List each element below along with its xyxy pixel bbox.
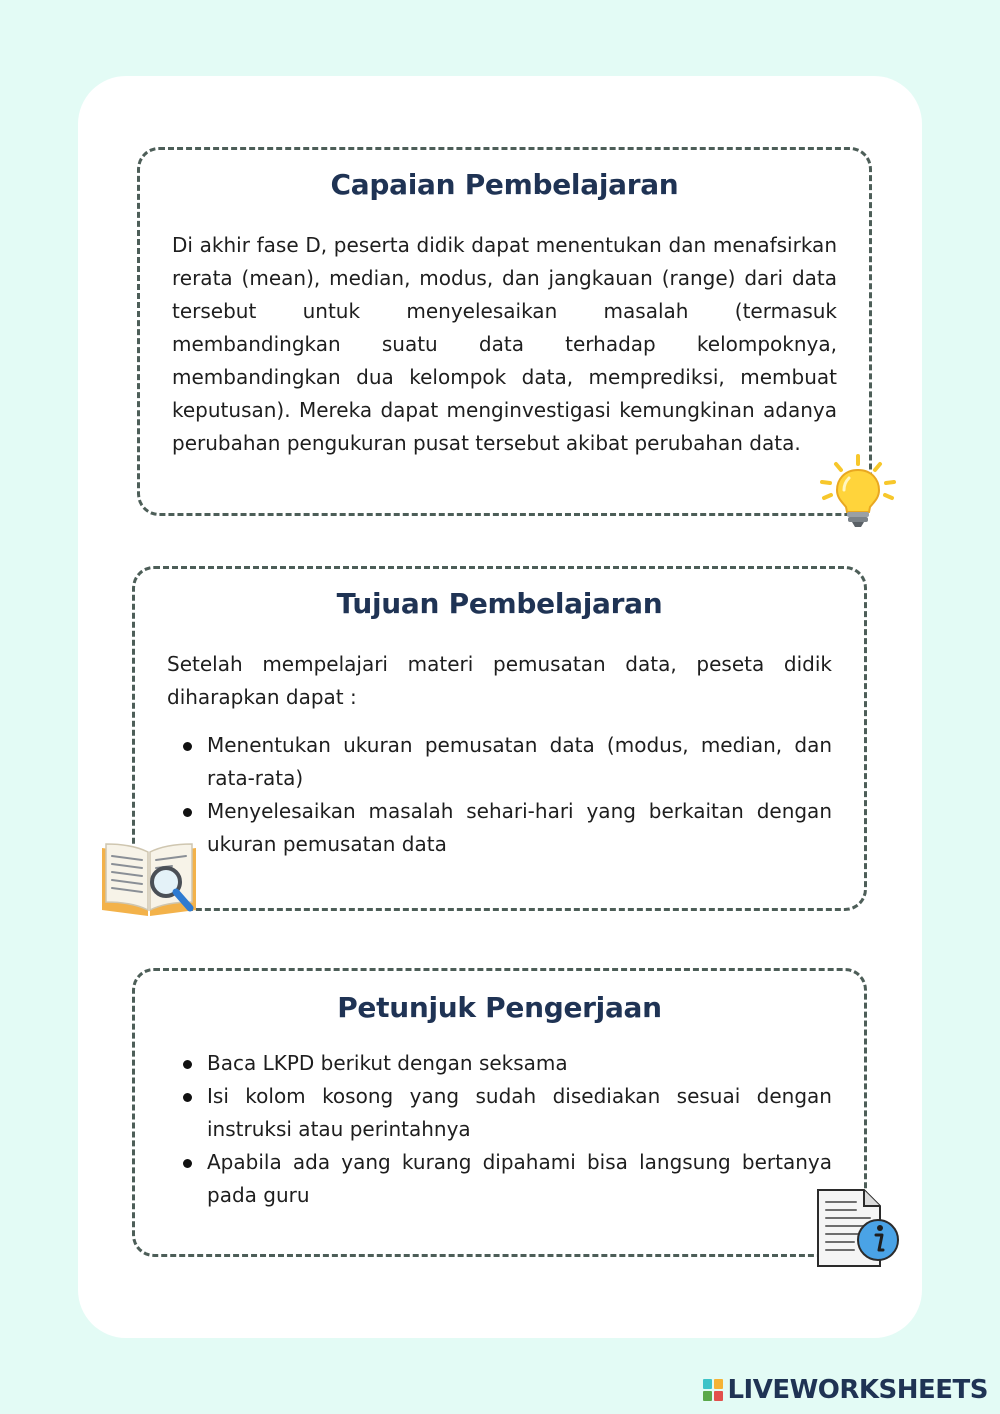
brand-mark-icon [703, 1379, 723, 1401]
tujuan-title: Tujuan Pembelajaran [336, 587, 663, 620]
list-item: Baca LKPD berikut dengan seksama [207, 1047, 832, 1080]
lightbulb-icon [816, 452, 900, 528]
petunjuk-section [132, 968, 867, 1257]
petunjuk-title: Petunjuk Pengerjaan [337, 991, 662, 1024]
list-item: Apabila ada yang kurang dipahami bisa langsung bertanya pada guru [207, 1146, 832, 1212]
capaian-title: Capaian Pembelajaran [330, 168, 679, 201]
list-item: Isi kolom kosong yang sudah disediakan sesuai dengan instruksi atau perintahnya [207, 1080, 832, 1146]
list-item: Menentukan ukuran pemusatan data (modus, median, dan rata-rata) [207, 729, 832, 795]
liveworksheets-logo [703, 1373, 988, 1407]
document-info-icon [814, 1188, 902, 1270]
petunjuk-list [207, 1047, 832, 1212]
list-item: Menyelesaikan masalah sehari-hari yang berkaitan dengan ukuran pemusatan data [207, 795, 832, 861]
brand-name: LIVEWORKSHEETS [727, 1375, 988, 1405]
tujuan-list [207, 729, 832, 861]
capaian-text: Di akhir fase D, peserta didik dapat menentukan dan menafsirkan rerata (mean), median, modus, dan jangkauan (range) dari data tersebut untuk menyelesaikan masalah (termasuk membandingkan suatu data terhadap kelompoknya, membandingkan dua kelompok data, memprediksi, membuat keputusan). Mereka dapat menginvestigasi kemungkinan adanya perubahan pengukuran pusat tersebut akibat perubahan data. [172, 233, 837, 455]
tujuan-section [132, 566, 867, 911]
capaian-section [137, 147, 872, 516]
book-magnifier-icon [98, 838, 200, 922]
tujuan-intro: Setelah mempelajari materi pemusatan data, peseta didik diharapkan dapat : [167, 652, 832, 709]
